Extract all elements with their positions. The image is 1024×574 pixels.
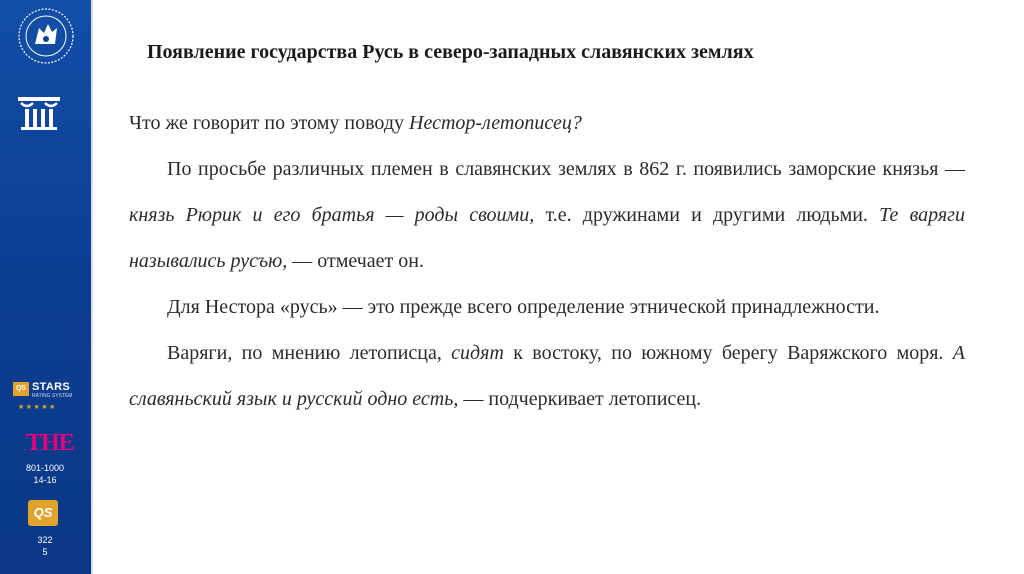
paragraph-2	[129, 284, 965, 330]
para1-text2: т.е. дружинами и другими людьми.	[534, 204, 880, 226]
column-logo-icon	[17, 95, 61, 131]
university-emblem-icon	[11, 6, 81, 66]
qs-ranking-logo: QS	[28, 500, 58, 526]
intro-italic: Нестор-летописец?	[409, 112, 582, 134]
slide-body	[129, 100, 965, 422]
the-rank-line1: 801-1000	[25, 463, 65, 473]
para2-text: Для Нестора «русь» — это прежде всего определение этнической принадлежности.	[167, 296, 880, 318]
the-ranking-logo: THE	[26, 430, 74, 456]
para1-text1: По просьбе различных племен в славянских землях в 862 г. появились заморские князья —	[167, 158, 965, 180]
para3-text3: — подчеркивает летописец.	[458, 388, 702, 410]
the-ranking-values	[16, 462, 74, 486]
qs-stars-square: QS	[13, 382, 29, 396]
qs-ranking-values	[16, 534, 74, 558]
star-rating-icon: ★★★★★	[18, 403, 57, 411]
intro-line	[129, 100, 965, 146]
paragraph-1	[129, 146, 965, 284]
para1-italic2: Те варяги назывались русъю,	[129, 204, 965, 272]
para3-italic2: А славяньский язык и русский одно есть,	[129, 342, 965, 410]
paragraph-3	[129, 330, 965, 422]
slide-title: Появление государства Русь в северо-западных славянских землях	[147, 41, 754, 63]
stars-label: STARS	[32, 381, 70, 393]
para3-text2: к востоку, по южному берегу Варяжского моря.	[503, 342, 953, 364]
para3-text1: Варяги, по мнению летописца,	[167, 342, 452, 364]
sidebar-divider	[91, 0, 93, 574]
para1-italic1: князь Рюрик и его братья — роды своими,	[129, 204, 535, 226]
sidebar	[0, 0, 91, 574]
para3-italic1: сидят	[451, 342, 504, 364]
qs-stars-badge	[13, 381, 73, 415]
qs-rank-line2: 5	[42, 547, 48, 557]
intro-lead: Что же говорит по этому поводу	[129, 112, 410, 134]
para1-text3: — отмечает он.	[287, 250, 425, 272]
qs-rank-line1: 322	[37, 535, 53, 545]
the-rank-line2: 14-16	[33, 475, 57, 485]
stars-subtitle: RATING SYSTEM	[32, 393, 73, 399]
